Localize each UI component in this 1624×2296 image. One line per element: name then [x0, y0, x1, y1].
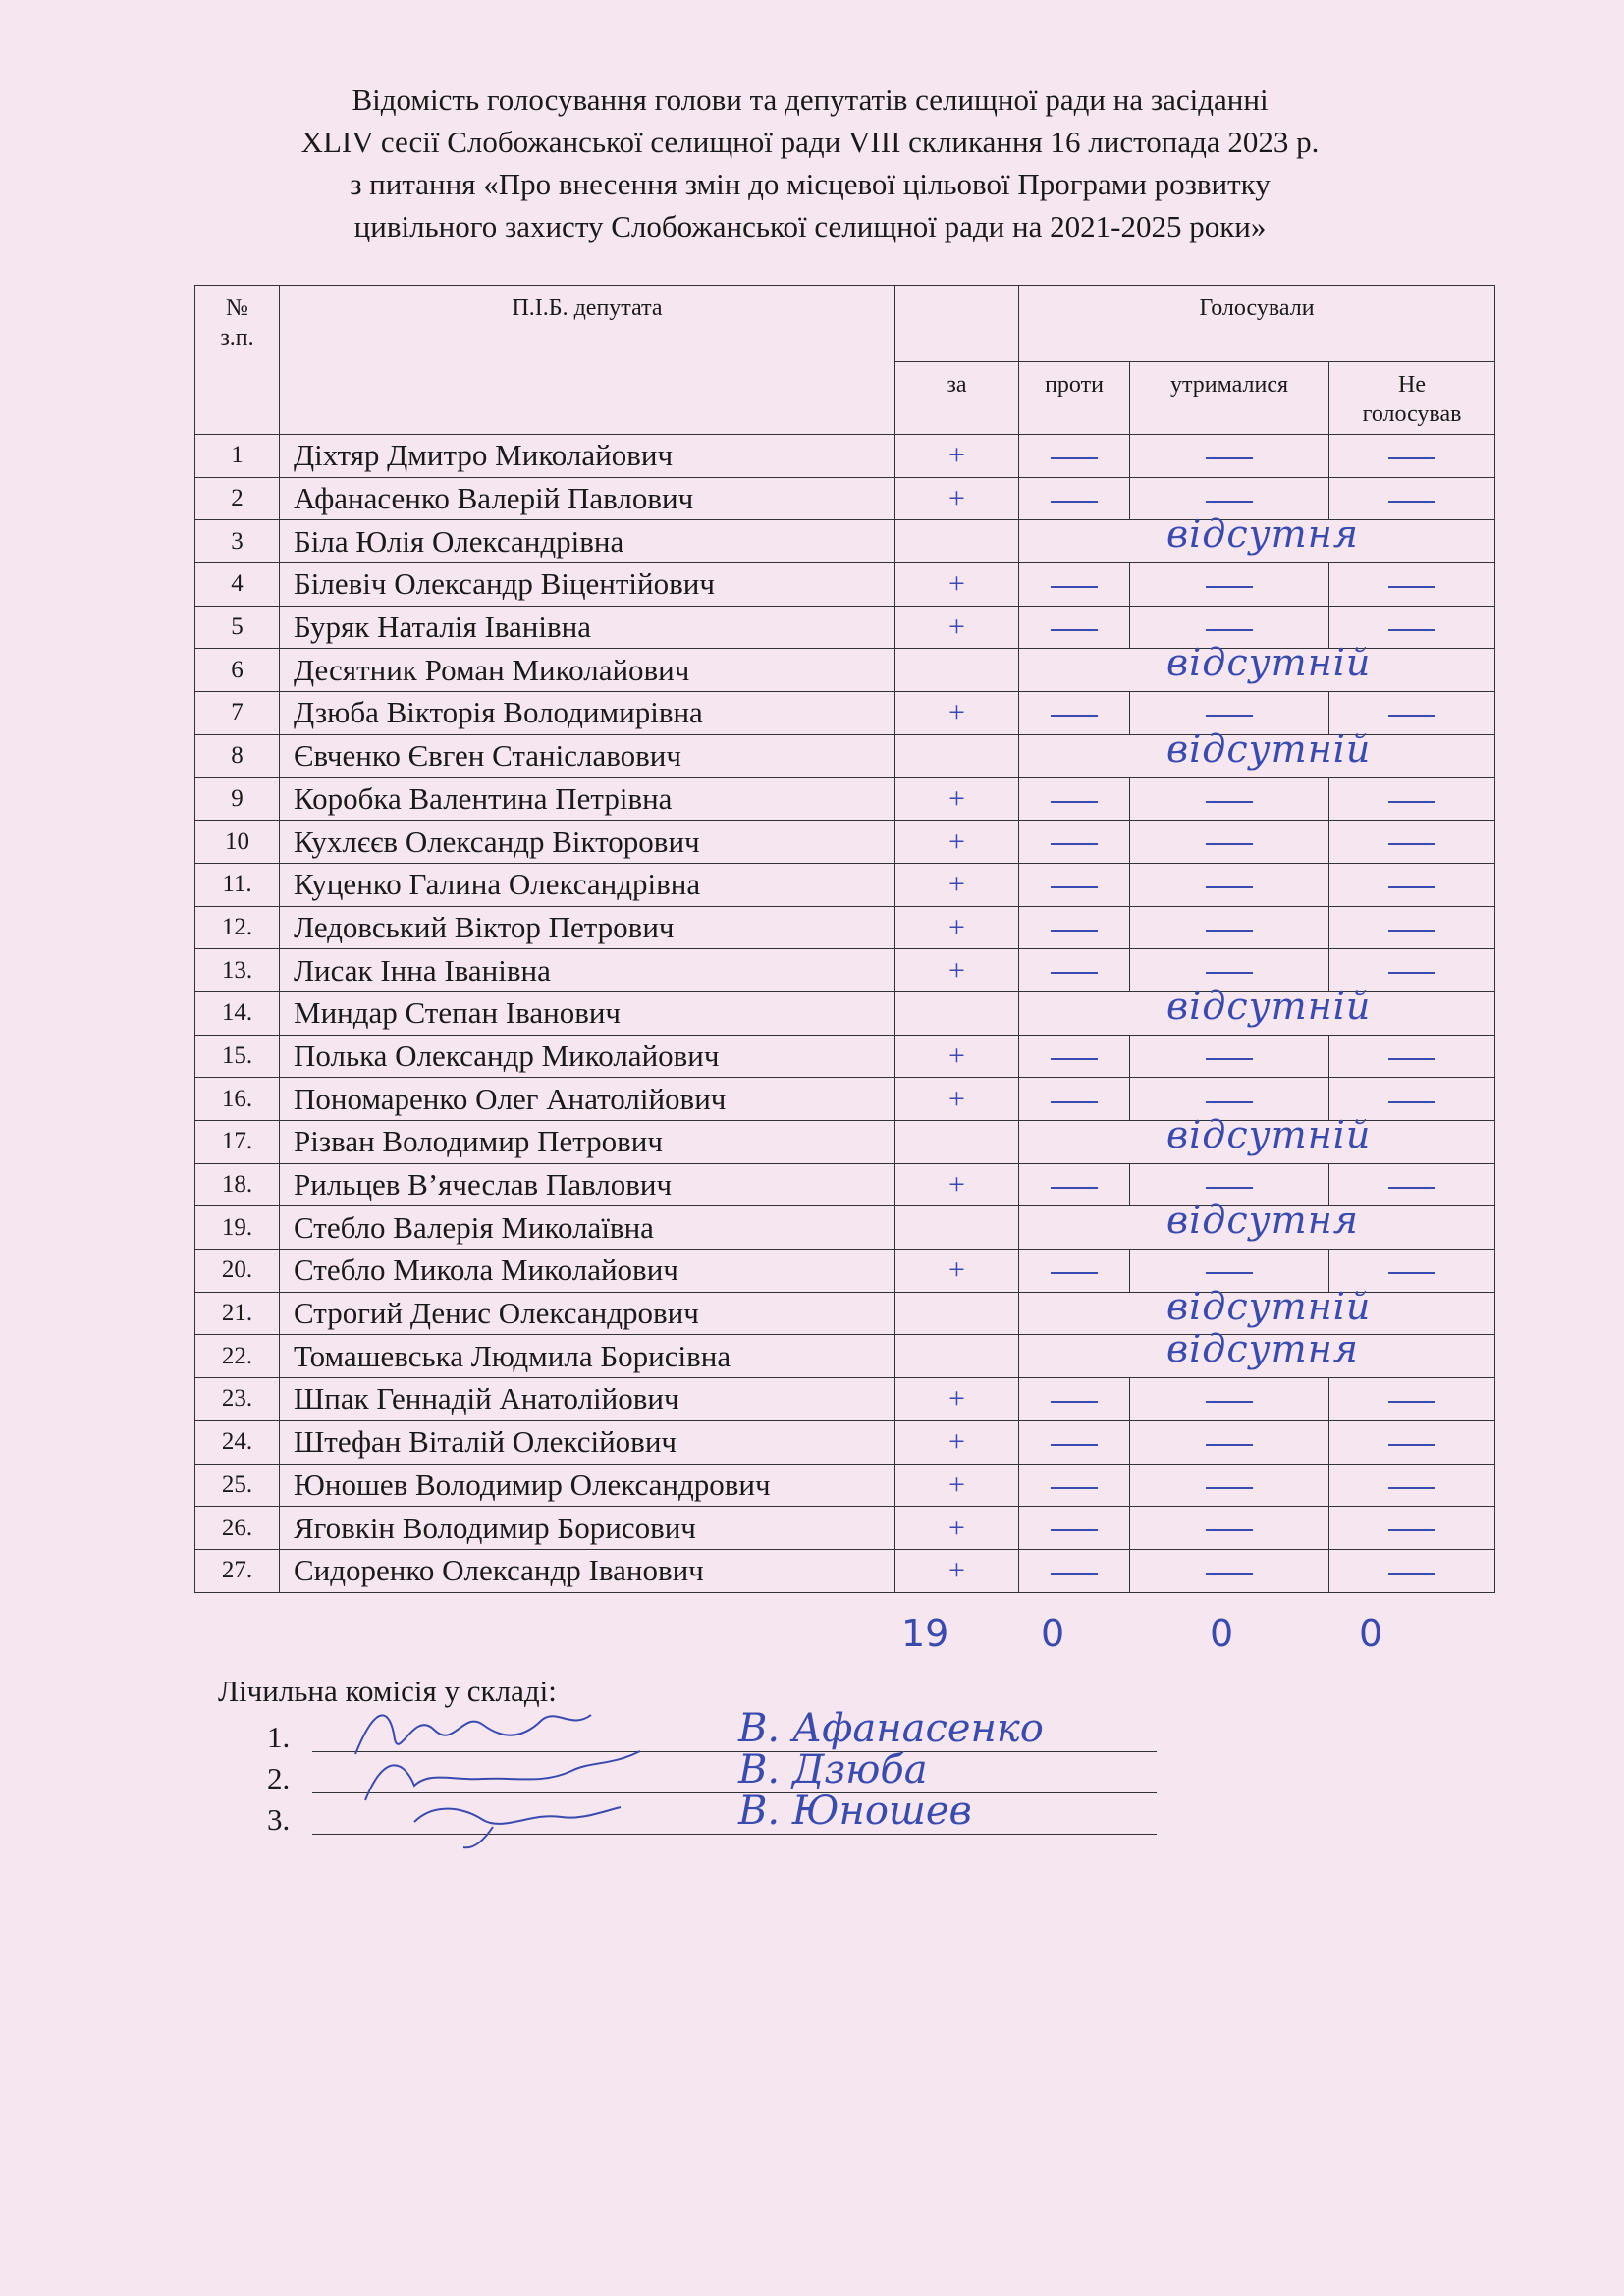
- row-number: 3: [195, 520, 280, 563]
- header-for: за: [895, 362, 1019, 435]
- row-number: 13.: [195, 949, 280, 992]
- vote-for-cell: [895, 1206, 1019, 1250]
- deputy-name: Строгий Денис Олександрович: [280, 1292, 895, 1335]
- row-number: 12.: [195, 906, 280, 949]
- row-number: 26.: [195, 1507, 280, 1550]
- vote-for-mark: +: [895, 1250, 1019, 1293]
- deputy-name: Рильцев В’ячеслав Павлович: [280, 1163, 895, 1206]
- vote-not-voted-dash: [1329, 1549, 1495, 1592]
- absent-note-cell: [1019, 641, 1495, 692]
- vote-not-voted-dash: [1329, 1507, 1495, 1550]
- vote-abstained-dash: [1130, 863, 1329, 906]
- vote-not-voted-dash: [1329, 906, 1495, 949]
- vote-abstained-dash: [1130, 563, 1329, 607]
- vote-for-cell: [895, 991, 1019, 1035]
- row-number: 15.: [195, 1035, 280, 1078]
- vote-against-dash: [1019, 563, 1130, 607]
- row-number: 21.: [195, 1292, 280, 1335]
- row-number: 19.: [195, 1206, 280, 1250]
- table-row: [195, 1121, 1495, 1164]
- signature-index: 3.: [267, 1802, 291, 1837]
- absent-note: відсутній: [1166, 726, 1372, 771]
- absent-note-cell: [1019, 984, 1495, 1035]
- deputy-name: Афанасенко Валерій Павлович: [280, 477, 895, 520]
- vote-against-dash: [1019, 1078, 1130, 1121]
- row-number: 8: [195, 734, 280, 777]
- vote-against-dash: [1019, 435, 1130, 478]
- vote-for-cell: [895, 1292, 1019, 1335]
- absent-note-cell: [1019, 726, 1495, 777]
- header-voted: Голосували: [1019, 286, 1495, 362]
- deputy-name: Пономаренко Олег Анатолійович: [280, 1078, 895, 1121]
- signature-row: [267, 1789, 1151, 1838]
- deputy-name: Кухлєєв Олександр Вікторович: [280, 821, 895, 864]
- table-row: [195, 1507, 1495, 1550]
- commission-label: Лічильна комісія у складі:: [218, 1674, 557, 1708]
- vote-against-dash: [1019, 692, 1130, 735]
- vote-abstained-dash: [1130, 777, 1329, 821]
- vote-for-mark: +: [895, 692, 1019, 735]
- deputy-name: Куценко Галина Олександрівна: [280, 863, 895, 906]
- vote-not-voted-dash: [1329, 863, 1495, 906]
- table-row: [195, 1035, 1495, 1078]
- header-name: П.І.Б. депутата: [280, 286, 895, 435]
- absent-note: відсутній: [1166, 1113, 1372, 1156]
- table-row: [195, 649, 1495, 692]
- signatory-name: В. Афанасенко: [738, 1706, 1044, 1751]
- signature-index: 1.: [267, 1720, 291, 1754]
- absent-note-cell: [1019, 1199, 1495, 1250]
- vote-against-dash: [1019, 606, 1130, 649]
- vote-abstained-dash: [1130, 906, 1329, 949]
- deputy-name: Коробка Валентина Петрівна: [280, 777, 895, 821]
- row-number: 4: [195, 563, 280, 607]
- header-abstained: утрималися: [1130, 362, 1329, 435]
- row-number: 7: [195, 692, 280, 735]
- row-number: 5: [195, 606, 280, 649]
- table-row: [195, 821, 1495, 864]
- title-line-3: з питання «Про внесення змін до місцевої цільової Програми розвитку: [350, 167, 1271, 201]
- vote-not-voted-dash: [1329, 1464, 1495, 1507]
- vote-not-voted-dash: [1329, 1035, 1495, 1078]
- row-number: 16.: [195, 1078, 280, 1121]
- absent-note-cell: [1019, 512, 1495, 563]
- deputy-name: Полька Олександр Миколайович: [280, 1035, 895, 1078]
- absent-note: відсутній: [1166, 1284, 1372, 1328]
- deputy-name: Ледовський Віктор Петрович: [280, 906, 895, 949]
- row-number: 17.: [195, 1121, 280, 1164]
- vote-against-dash: [1019, 863, 1130, 906]
- vote-for-mark: +: [895, 1464, 1019, 1507]
- vote-for-mark: +: [895, 777, 1019, 821]
- total-not-voted: 0: [1359, 1612, 1383, 1655]
- vote-against-dash: [1019, 1250, 1130, 1293]
- absent-note-cell: [1019, 1327, 1495, 1378]
- deputy-name: Діхтяр Дмитро Миколайович: [280, 435, 895, 478]
- absent-note-cell: [1019, 1113, 1495, 1164]
- total-abstained: 0: [1210, 1612, 1234, 1655]
- row-number: 2: [195, 477, 280, 520]
- row-number: 24.: [195, 1420, 280, 1464]
- vote-against-dash: [1019, 1549, 1130, 1592]
- vote-for-mark: +: [895, 1378, 1019, 1421]
- vote-for-cell: [895, 1121, 1019, 1164]
- row-number: 23.: [195, 1378, 280, 1421]
- absent-note: відсутня: [1166, 1199, 1359, 1243]
- absent-note: відсутній: [1166, 641, 1372, 685]
- vote-abstained-dash: [1130, 1507, 1329, 1550]
- row-number: 6: [195, 649, 280, 692]
- title-line-1: Відомість голосування голови та депутатів селищної ради на засіданні: [352, 82, 1269, 117]
- voting-table: [194, 285, 1495, 1593]
- table-row: [195, 520, 1495, 563]
- vote-abstained-dash: [1130, 1549, 1329, 1592]
- absent-note: відсутня: [1166, 1327, 1359, 1371]
- vote-for-mark: +: [895, 1507, 1019, 1550]
- deputy-name: Різван Володимир Петрович: [280, 1121, 895, 1164]
- document-title: [196, 79, 1424, 247]
- vote-abstained-dash: [1130, 1378, 1329, 1421]
- absent-note: відсутній: [1166, 984, 1372, 1028]
- vote-against-dash: [1019, 1420, 1130, 1464]
- table-row: [195, 1464, 1495, 1507]
- row-number: 10: [195, 821, 280, 864]
- vote-against-dash: [1019, 1507, 1130, 1550]
- total-against: 0: [1041, 1612, 1065, 1655]
- deputy-name: Дзюба Вікторія Володимирівна: [280, 692, 895, 735]
- vote-for-mark: +: [895, 1420, 1019, 1464]
- deputy-name: Миндар Степан Іванович: [280, 991, 895, 1035]
- table-row: [195, 863, 1495, 906]
- row-number: 25.: [195, 1464, 280, 1507]
- vote-not-voted-dash: [1329, 1420, 1495, 1464]
- row-number: 14.: [195, 991, 280, 1035]
- vote-abstained-dash: [1130, 821, 1329, 864]
- table-row: [195, 991, 1495, 1035]
- deputy-name: Біла Юлія Олександрівна: [280, 520, 895, 563]
- deputy-name: Лисак Інна Іванівна: [280, 949, 895, 992]
- vote-not-voted-dash: [1329, 821, 1495, 864]
- vote-abstained-dash: [1130, 435, 1329, 478]
- vote-for-mark: +: [895, 563, 1019, 607]
- vote-abstained-dash: [1130, 1035, 1329, 1078]
- table-row: [195, 1335, 1495, 1378]
- header-not-voted: Не голосував: [1329, 362, 1495, 435]
- signature-scribble: [346, 1783, 670, 1851]
- vote-not-voted-dash: [1329, 777, 1495, 821]
- signatory-name: В. Дзюба: [738, 1747, 928, 1792]
- vote-for-mark: +: [895, 863, 1019, 906]
- vote-for-mark: +: [895, 1078, 1019, 1121]
- deputy-name: Томашевська Людмила Борисівна: [280, 1335, 895, 1378]
- row-number: 18.: [195, 1163, 280, 1206]
- row-number: 1: [195, 435, 280, 478]
- vote-against-dash: [1019, 1378, 1130, 1421]
- vote-against-dash: [1019, 477, 1130, 520]
- absent-note: відсутня: [1166, 512, 1359, 557]
- vote-for-cell: [895, 734, 1019, 777]
- vote-for-cell: [895, 520, 1019, 563]
- vote-for-mark: +: [895, 1549, 1019, 1592]
- vote-against-dash: [1019, 1163, 1130, 1206]
- table-row: [195, 777, 1495, 821]
- vote-against-dash: [1019, 949, 1130, 992]
- vote-against-dash: [1019, 777, 1130, 821]
- signature-index: 2.: [267, 1761, 291, 1795]
- deputy-name: Буряк Наталія Іванівна: [280, 606, 895, 649]
- table-row: [195, 563, 1495, 607]
- header-num: № з.п.: [195, 286, 280, 435]
- vote-against-dash: [1019, 1035, 1130, 1078]
- row-number: 27.: [195, 1549, 280, 1592]
- row-number: 11.: [195, 863, 280, 906]
- deputy-name: Шпак Геннадій Анатолійович: [280, 1378, 895, 1421]
- row-number: 20.: [195, 1250, 280, 1293]
- vote-not-voted-dash: [1329, 563, 1495, 607]
- deputy-name: Юношев Володимир Олександрович: [280, 1464, 895, 1507]
- deputy-name: Яговкін Володимир Борисович: [280, 1507, 895, 1550]
- table-row: [195, 734, 1495, 777]
- vote-for-cell: [895, 1335, 1019, 1378]
- vote-for-cell: [895, 649, 1019, 692]
- vote-for-mark: +: [895, 949, 1019, 992]
- vote-not-voted-dash: [1329, 1378, 1495, 1421]
- vote-for-mark: +: [895, 435, 1019, 478]
- table-row: [195, 906, 1495, 949]
- signatory-name: В. Юношев: [738, 1789, 972, 1834]
- deputy-name: Євченко Євген Станіславович: [280, 734, 895, 777]
- table-body: [195, 435, 1495, 1593]
- title-line-2: XLIV сесії Слобожанської селищної ради VIII скликання 16 листопада 2023 р.: [300, 125, 1320, 159]
- vote-for-mark: +: [895, 821, 1019, 864]
- title-line-4: цивільного захисту Слобожанської селищної ради на 2021-2025 роки»: [353, 209, 1267, 243]
- total-for: 19: [901, 1612, 949, 1655]
- deputy-name: Стебло Микола Миколайович: [280, 1250, 895, 1293]
- row-number: 22.: [195, 1335, 280, 1378]
- row-number: 9: [195, 777, 280, 821]
- vote-not-voted-dash: [1329, 435, 1495, 478]
- vote-against-dash: [1019, 1464, 1130, 1507]
- deputy-name: Стебло Валерія Миколаївна: [280, 1206, 895, 1250]
- vote-for-mark: +: [895, 1035, 1019, 1078]
- table-row: [195, 1206, 1495, 1250]
- vote-for-mark: +: [895, 606, 1019, 649]
- header-against: проти: [1019, 362, 1130, 435]
- deputy-name: Десятник Роман Миколайович: [280, 649, 895, 692]
- table-row: [195, 1420, 1495, 1464]
- table-row: [195, 1378, 1495, 1421]
- table-row: [195, 435, 1495, 478]
- vote-for-mark: +: [895, 1163, 1019, 1206]
- table-row: [195, 1549, 1495, 1592]
- vote-against-dash: [1019, 821, 1130, 864]
- vote-abstained-dash: [1130, 1420, 1329, 1464]
- vote-against-dash: [1019, 906, 1130, 949]
- vote-abstained-dash: [1130, 1464, 1329, 1507]
- vote-for-mark: +: [895, 477, 1019, 520]
- deputy-name: Сидоренко Олександр Іванович: [280, 1549, 895, 1592]
- deputy-name: Штефан Віталій Олексійович: [280, 1420, 895, 1464]
- deputy-name: Білевіч Олександр Віцентійович: [280, 563, 895, 607]
- vote-for-mark: +: [895, 906, 1019, 949]
